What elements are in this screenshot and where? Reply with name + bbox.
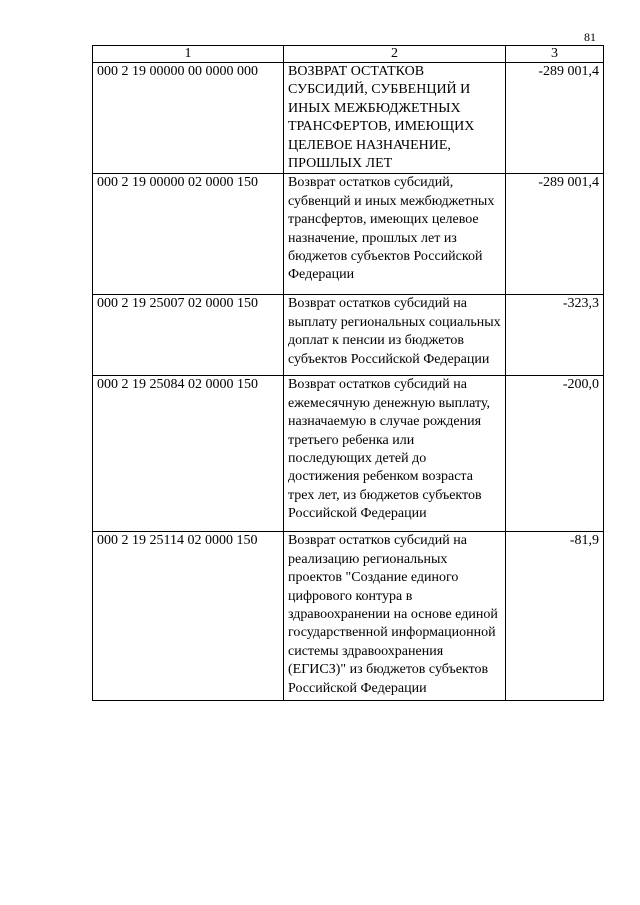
budget-item-name: ВОЗВРАТ ОСТАТКОВ СУБСИДИЙ, СУБВЕНЦИЙ И ИНЫХ МЕЖБЮДЖЕТНЫХ ТРАНСФЕРТОВ, ИМЕЮЩИХ ЦЕЛЕВОЕ НАЗНАЧЕНИЕ, ПРОШЛЫХ ЛЕТ bbox=[284, 63, 506, 174]
table-row bbox=[93, 532, 604, 701]
budget-amount: -81,9 bbox=[506, 532, 604, 701]
budget-item-name: Возврат остатков субсидий на реализацию региональных проектов "Создание единого цифрового контура в здравоохранении на основе единой государственной информационной системы здравоохранения (ЕГИСЗ)" из бюджетов субъектов Российской Федерации bbox=[284, 532, 506, 701]
budget-amount: -200,0 bbox=[506, 376, 604, 532]
budget-amount: -289 001,4 bbox=[506, 174, 604, 295]
column-header-code: 1 bbox=[93, 46, 284, 63]
column-header-name: 2 bbox=[284, 46, 506, 63]
budget-item-name: Возврат остатков субсидий на ежемесячную денежную выплату, назначаемую в случае рождения третьего ребенка или последующих детей до достижения ребенком возраста трех лет, из бюджетов субъектов Российской Федерации bbox=[284, 376, 506, 532]
budget-code: 000 2 19 25007 02 0000 150 bbox=[93, 295, 284, 376]
budget-table bbox=[92, 45, 604, 701]
budget-item-name: Возврат остатков субсидий, субвенций и иных межбюджетных трансфертов, имеющих целевое назначение, прошлых лет из бюджетов субъектов Российской Федерации bbox=[284, 174, 506, 295]
table-row bbox=[93, 376, 604, 532]
table-row bbox=[93, 174, 604, 295]
column-header-amount: 3 bbox=[506, 46, 604, 63]
budget-code: 000 2 19 25084 02 0000 150 bbox=[93, 376, 284, 532]
page-number: 81 bbox=[584, 30, 596, 44]
budget-code: 000 2 19 00000 00 0000 000 bbox=[93, 63, 284, 174]
budget-code: 000 2 19 00000 02 0000 150 bbox=[93, 174, 284, 295]
budget-item-name: Возврат остатков субсидий на выплату региональных социальных доплат к пенсии из бюджетов субъектов Российской Федерации bbox=[284, 295, 506, 376]
budget-code: 000 2 19 25114 02 0000 150 bbox=[93, 532, 284, 701]
table-row bbox=[93, 295, 604, 376]
table-header-row bbox=[93, 46, 604, 63]
budget-amount: -289 001,4 bbox=[506, 63, 604, 174]
table-row bbox=[93, 63, 604, 174]
budget-amount: -323,3 bbox=[506, 295, 604, 376]
